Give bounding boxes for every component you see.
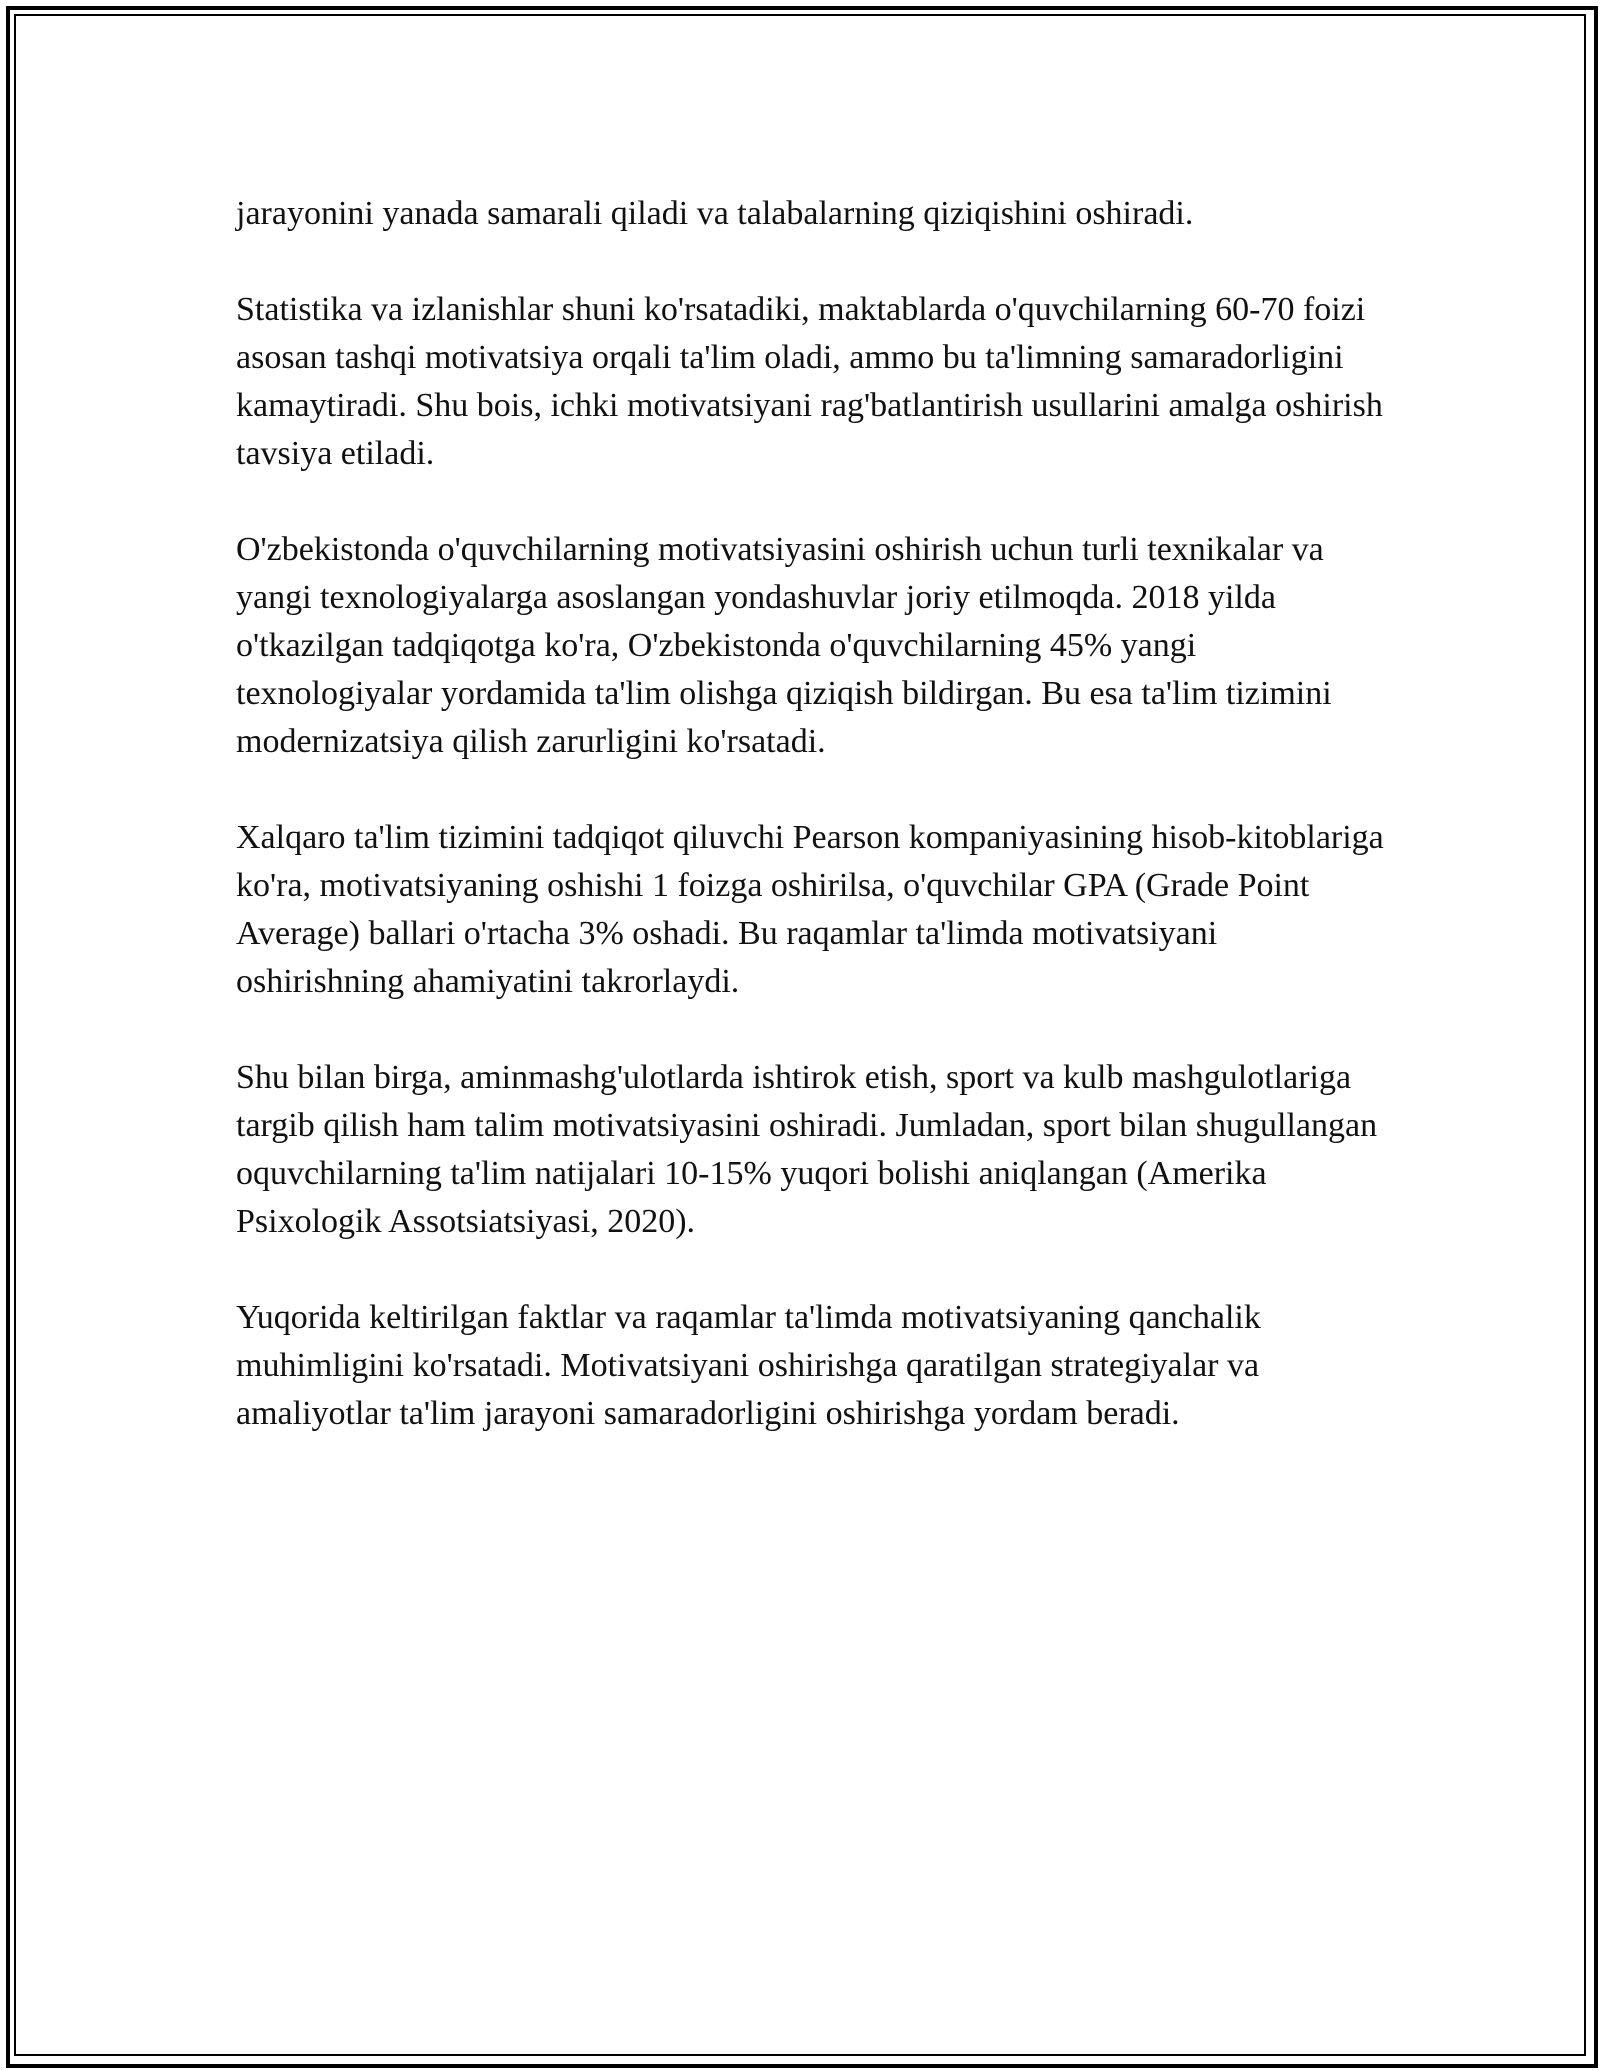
paragraph-uzbekistan: O'zbekistonda o'quvchilarning motivatsiyasini oshirish uchun turli texnikalar va yangi texnologiyalarga asoslangan yondashuvlar joriy etilmoqda. 2018 yilda o'tkazilgan tadqiqotga ko'ra, O'zbekistonda o'quvchilarning 45% yangi texnologiyalar yordamida ta'lim olishga qiziqish bildirgan. Bu esa ta'lim tizimini modernizatsiya qilish zarurligini ko'rsatadi. (236, 531, 1332, 760)
paragraph-statistics: Statistika va izlanishlar shuni ko'rsatadiki, maktablarda o'quvchilarning 60-70 foizi asosan tashqi motivatsiya orqali ta'lim oladi, ammo bu ta'limning samaradorligini kamaytiradi. Shu bois, ichki motivatsiyani rag'batlantirish usullarini amalga oshirish tavsiya etiladi. (236, 291, 1383, 472)
paragraph-pearson: Xalqaro ta'lim tizimini tadqiqot qiluvchi Pearson kompaniyasining hisob-kitoblariga ko'ra, motivatsiyaning oshishi 1 foizga oshirilsa, o'quvchilar GPA (Grade Point Average) ballari o'rtacha 3% oshadi. Bu raqamlar ta'limda motivatsiyani oshirishning ahamiyatini takrorlaydi. (236, 819, 1384, 1000)
document-body (236, 190, 1386, 1438)
paragraph-continuation: jarayonini yanada samarali qiladi va talabalarning qiziqishini oshiradi. (236, 195, 1194, 232)
paragraph-conclusion: Yuqorida keltirilgan faktlar va raqamlar ta'limda motivatsiyaning qanchalik muhimligini ko'rsatadi. Motivatsiyani oshirishga qaratilgan strategiyalar va amaliyotlar ta'lim jarayoni samaradorligini oshirishga yordam beradi. (236, 1299, 1261, 1432)
paragraph-sport: Shu bilan birga, aminmashg'ulotlarda ishtirok etish, sport va kulb mashgulotlariga targib qilish ham talim motivatsiyasini oshiradi. Jumladan, sport bilan shugullangan oquvchilarning ta'lim natijalari 10-15% yuqori bolishi aniqlangan (Amerika Psixologik Assotsiatsiyasi, 2020). (236, 1059, 1378, 1240)
